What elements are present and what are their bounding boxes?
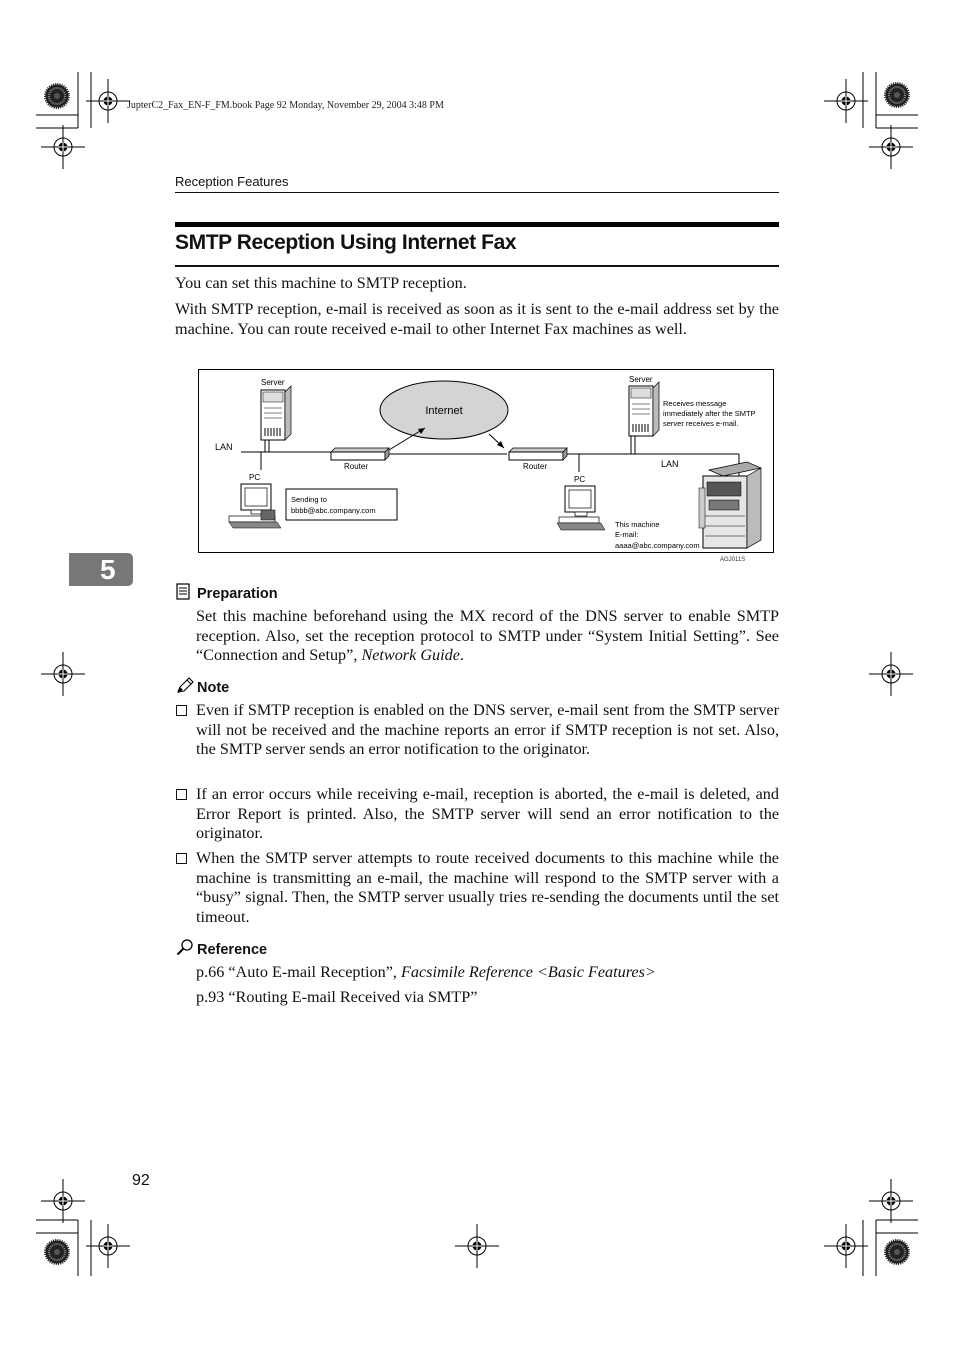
preparation-text (196, 607, 779, 666)
note-checkbox-icon (176, 789, 187, 800)
running-head: Reception Features (175, 174, 289, 189)
preparation-ref: Network Guide (361, 646, 460, 665)
running-head-rule (175, 192, 779, 193)
reference-magnifier-icon (176, 938, 194, 956)
network-diagram-svg (199, 370, 773, 552)
note-checkbox-icon (176, 705, 187, 716)
sending-to-label: Sending to (291, 495, 327, 504)
left-router-icon (331, 448, 389, 460)
right-server-label: Server (629, 375, 653, 384)
left-pc-icon (229, 484, 281, 528)
note-pencil-icon (176, 677, 194, 694)
right-router-icon (509, 448, 567, 460)
router-left-label: Router (344, 462, 369, 471)
note-checkbox-icon (176, 853, 187, 864)
pc-left-label: PC (249, 473, 261, 482)
reference-line-1 (196, 963, 656, 983)
intro-paragraph-1: You can set this machine to SMTP reception. (175, 274, 467, 292)
file-header: JupterC2_Fax_EN-F_FM.book Page 92 Monday, November 29, 2004 3:48 PM (127, 100, 444, 111)
preparation-body: Set this machine beforehand using the MX record of the DNS server to enable SMTP reception. Also, set the reception protocol to SMTP under “System Initial Setting”. See “Connection and Setup”, (196, 607, 779, 665)
sending-to-address: bbbb@abc.company.com (291, 506, 376, 515)
receives-line-3: server receives e-mail. (663, 419, 739, 428)
internet-label: Internet (425, 405, 463, 417)
diagram-code: AGJ011S (720, 557, 746, 563)
reference-line-2: p.93 “Routing E-mail Received via SMTP” (196, 988, 478, 1006)
lan-right-label: LAN (661, 459, 679, 469)
note-item-2: If an error occurs while receiving e-mail, reception is aborted, the e-mail is deleted, and Error Report is printed. Also, the SMTP server will send an error notification to the originator. (196, 785, 779, 843)
receives-line-1: Receives message (663, 399, 727, 408)
page-number: 92 (132, 1172, 150, 1189)
page-title: SMTP Reception Using Internet Fax (175, 231, 517, 254)
sending-to-box (286, 489, 397, 520)
note-item-3: When the SMTP server attempts to route received documents to this machine while the machine is transmitting an e-mail, the machine will respond to the SMTP server with a “busy” signal. Then, the SMTP server usually tries re-sending the documents until the set timeout. (196, 849, 779, 926)
machine-label-2: E-mail: (615, 530, 639, 539)
intro-paragraph-2: With SMTP reception, e-mail is received as soon as it is sent to the e-mail address set by the machine. You can route received e-mail to other Internet Fax machines as well. (175, 300, 779, 338)
network-diagram (198, 369, 774, 553)
lan-left-label: LAN (215, 442, 233, 452)
fax-machine-icon (699, 462, 761, 548)
preparation-icon (176, 583, 190, 600)
reference-heading: Reference (197, 942, 268, 958)
reference-line-1-book: Facsimile Reference <Basic Features> (400, 963, 656, 981)
receives-line-2: immediately after the SMTP (663, 409, 756, 418)
preparation-heading: Preparation (197, 586, 278, 602)
reference-line-1-text: p.66 “Auto E-mail Reception”, (196, 963, 397, 981)
pc-right-label: PC (574, 475, 586, 484)
chapter-number: 5 (100, 554, 116, 585)
left-server-icon (261, 386, 291, 440)
title-bar (175, 222, 779, 227)
machine-label-3: aaaa@abc.company.com (615, 541, 700, 550)
right-server-icon (629, 382, 659, 436)
note-heading: Note (197, 680, 230, 696)
left-server-label: Server (261, 378, 285, 387)
preparation-end: . (459, 646, 464, 665)
right-pc-icon (557, 486, 605, 530)
title-rule (175, 265, 779, 267)
note-item-1: Even if SMTP reception is enabled on the DNS server, e-mail sent from the SMTP server will not be received and the machine reports an error if SMTP reception is not set. Also, the SMTP server sends an error notification to the originator. (196, 701, 779, 759)
machine-label-1: This machine (615, 520, 660, 529)
router-right-label: Router (523, 462, 548, 471)
